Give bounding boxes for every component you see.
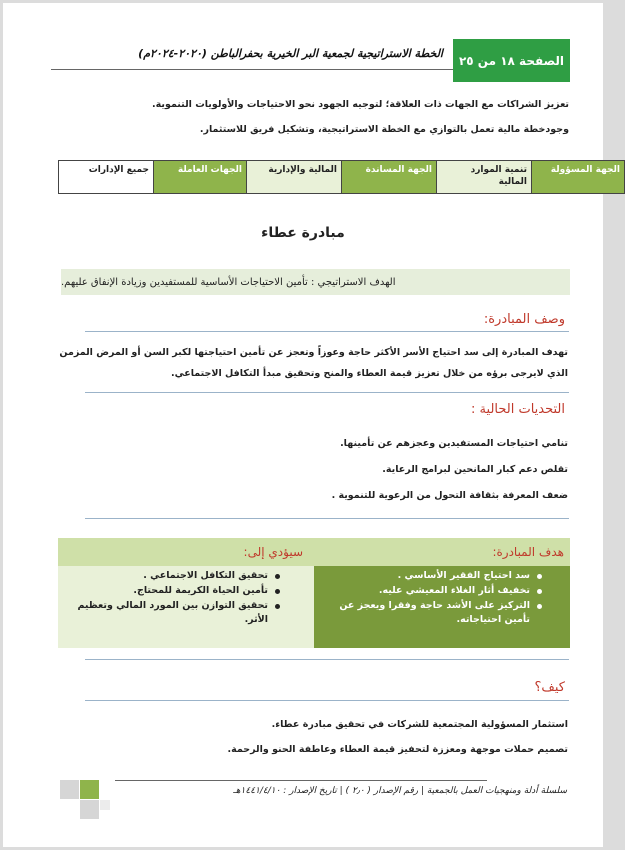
challenges-heading: التحديات الحالية :	[471, 402, 565, 417]
initiative-goal-heading: هدف المبادرة:	[492, 545, 564, 559]
how-heading: كيف؟	[534, 680, 565, 695]
table-cell-working-label: الجهات العاملة	[154, 161, 247, 194]
footer-text: سلسلة أدلة ومنهجيات العمل بالجمعية | رقم الإصدار ( ٢٫٠ ) | تاريخ الإصدار : ١٤٤١/٤/١٠هـ	[233, 786, 567, 796]
responsibility-table	[58, 160, 625, 194]
table-cell-responsible-value: تنمية الموارد المالية	[437, 161, 532, 194]
initiative-goal-list	[334, 569, 544, 628]
description-line-2: الذي لايرجى برؤه من خلال تعزيز قيمة العطاء والمنح وتحقيق مبدأ التكافل الاجتماعي.	[171, 368, 568, 379]
list-item: تحقيق التكافل الاجتماعي .	[66, 569, 282, 583]
footer-square-grey-2	[80, 800, 99, 819]
description-heading: وصف المبادرة:	[483, 312, 565, 327]
description-rule	[85, 331, 569, 332]
footer-square-green	[80, 780, 99, 799]
bullet-icon	[275, 574, 280, 579]
how-rule	[85, 700, 569, 701]
challenge-item-3: ضعف المعرفة بثقافة التحول من الرعوية للتنموية .	[331, 490, 568, 501]
bullet-icon	[537, 574, 542, 579]
how-top-rule	[85, 659, 569, 660]
challenges-bottom-rule	[85, 518, 569, 519]
footer-square-grey-1	[60, 780, 79, 799]
strategic-goal-box	[61, 269, 570, 295]
leads-to-list	[66, 569, 282, 628]
intro-line-2: وجودخطة مالية تعمل بالتوازي مع الخطة الاستراتيجية، وتشكيل فريق للاستثمار.	[199, 124, 569, 135]
bullet-icon	[275, 604, 280, 609]
bullet-icon	[275, 589, 280, 594]
bullet-icon	[537, 604, 542, 609]
strategic-goal-text: الهدف الاستراتيجي : تأمين الاحتياجات الأساسية للمستفيدين وزيادة الإنفاق عليهم.	[61, 276, 396, 288]
challenge-item-2: تقلص دعم كبار المانحين لبرامج الرعاية.	[382, 464, 568, 475]
leads-to-panel	[58, 538, 314, 648]
list-item: تخفيف أثار الغلاء المعيشي عليه.	[334, 584, 544, 598]
leads-to-heading: سيؤدي إلى:	[243, 545, 303, 559]
initiative-goal-panel	[314, 538, 570, 648]
header-divider	[51, 69, 453, 70]
description-bottom-rule	[85, 392, 569, 393]
list-item: تحقيق التوازن بين المورد المالي وتعظيم الأثر.	[66, 599, 282, 627]
page-number-badge: الصفحة ١٨ من ٢٥	[453, 39, 570, 82]
intro-line-1: تعزيز الشراكات مع الجهات ذات العلاقة؛ لتوجيه الجهود نحو الاحتياجات والأولويات التنموية.	[152, 99, 569, 110]
footer-square-grey-3	[100, 800, 110, 810]
document-page	[3, 3, 620, 847]
table-cell-support-value: المالية والإدارية	[247, 161, 342, 194]
challenge-item-1: تنامي احتياجات المستفيدين وعجزهم عن تأمينها.	[340, 438, 568, 449]
list-item: التركيز على الأشد حاجة وفقرا ويعجز عن تأمين احتياجاته.	[334, 599, 544, 627]
table-cell-working-value: جميع الإدارات	[59, 161, 154, 194]
document-title: الخطة الاستراتيجية لجمعية البر الخيرية بحفرالباطن (٢٠٢٠-٢٠٢٤م)	[138, 47, 443, 60]
initiative-title: مبادرة عطاء	[261, 225, 345, 241]
table-cell-support-label: الجهة المساندة	[342, 161, 437, 194]
list-item: سد احتياج الفقير الأساسي .	[334, 569, 544, 583]
list-item: تأمين الحياة الكريمة للمحتاج.	[66, 584, 282, 598]
table-cell-responsible-label: الجهة المسؤولة	[532, 161, 625, 194]
bullet-icon	[537, 589, 542, 594]
footer-rule	[115, 780, 487, 781]
description-line-1: تهدف المبادرة إلى سد احتياج الأسر الأكثر حاجة وعوزاً وتعجز عن تأمين احتياجتها لكبر السن أو المرض المزمن	[59, 347, 568, 358]
how-item-2: تصميم حملات موجهة ومعززة لتحفيز قيمة العطاء وعاطفة الحنو والرحمة.	[227, 744, 568, 755]
how-item-1: استثمار المسؤولية المجتمعية للشركات في تحقيق مبادرة عطاء.	[271, 719, 568, 730]
